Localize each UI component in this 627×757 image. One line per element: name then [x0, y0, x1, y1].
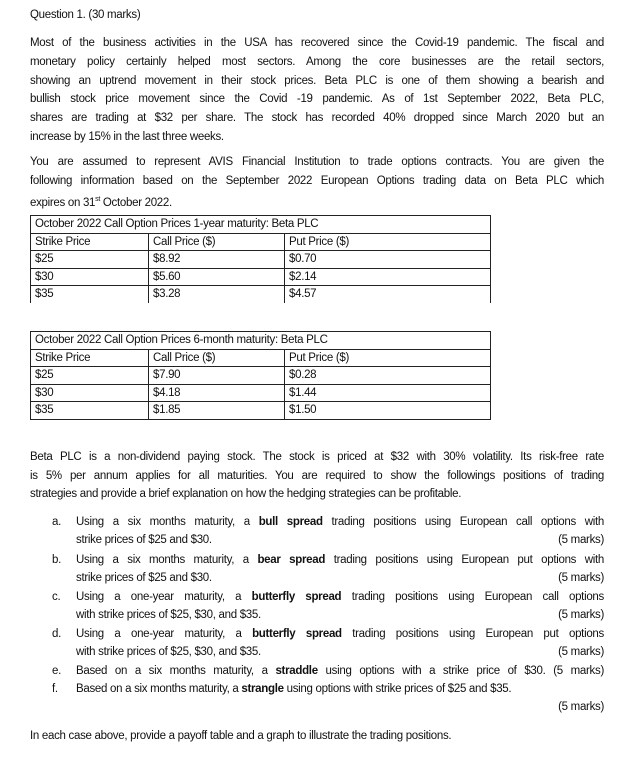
cell: $0.28: [285, 367, 491, 385]
table-caption: October 2022 Call Option Prices 1-year maturity: Beta PLC: [31, 216, 491, 234]
cell: $25: [31, 367, 149, 385]
text: Using a one-year maturity, a: [76, 628, 253, 640]
options-table-6-month: [30, 331, 491, 420]
marks-label: (5 marks): [558, 646, 604, 658]
text: Using a six months maturity, a: [76, 516, 259, 528]
item-line: [76, 552, 604, 568]
table-row: [31, 268, 491, 286]
item-label: d.: [52, 628, 61, 640]
table-row: [31, 286, 491, 303]
text-line: [30, 192, 604, 211]
item-line: [76, 626, 604, 642]
text-line: Beta PLC is a non-dividend paying stock. The stock is priced at $32 with 30% volatility. Its risk-free rate: [30, 451, 604, 463]
strategy-name: bear spread: [257, 554, 326, 566]
strategy-name: strangle: [241, 683, 284, 695]
text-line: following information based on the September 2022 European Options trading data on Beta PLC which: [30, 175, 604, 187]
text-line: is 5% per annum applies for all maturities. You are required to show the followings positions of trading: [30, 470, 604, 482]
text: trading positions using European put options with: [325, 554, 604, 566]
question-title: Question 1. (30 marks): [30, 9, 141, 21]
cell: $5.60: [149, 268, 285, 286]
cell: $35: [31, 402, 149, 420]
item-line: [76, 681, 604, 697]
cell: $1.85: [149, 402, 285, 420]
text: trading positions using European call options: [341, 591, 604, 603]
header-cell: Strike Price: [31, 349, 149, 367]
cell: $4.57: [285, 286, 491, 303]
table-caption: October 2022 Call Option Prices 6-month maturity: Beta PLC: [31, 332, 491, 350]
options-table-1-year: [30, 215, 491, 303]
cell: $35: [31, 286, 149, 303]
cell: $25: [31, 251, 149, 269]
item-line: [76, 589, 604, 605]
table-row: [31, 251, 491, 269]
text: expires on 31: [30, 196, 96, 209]
header-cell: Strike Price: [31, 233, 149, 251]
strategy-name: butterfly spread: [251, 591, 342, 603]
item-label: b.: [52, 554, 61, 566]
item-line: [76, 663, 604, 679]
cell: $3.28: [149, 286, 285, 303]
strategy-name: straddle: [275, 665, 318, 677]
text-line: increase by 15% in the last three weeks.: [30, 131, 224, 143]
text: trading positions using European put options: [341, 628, 604, 640]
strategy-name: butterfly spread: [252, 628, 342, 640]
cell: $0.70: [285, 251, 491, 269]
cell: $2.14: [285, 268, 491, 286]
text-line: showing an uptrend movement in their stock prices. Beta PLC is one of them showing a bearish and: [30, 75, 604, 87]
item-line: strike prices of $25 and $30.: [76, 572, 212, 584]
cell: $1.50: [285, 402, 491, 420]
item-line: strike prices of $25 and $30.: [76, 534, 212, 546]
table-row: [31, 402, 491, 420]
text-line: Most of the business activities in the USA has recovered since the Covid-19 pandemic. The fiscal and: [30, 37, 604, 49]
item-label: c.: [52, 591, 61, 603]
cell: $8.92: [149, 251, 285, 269]
header-cell: Put Price ($): [285, 233, 491, 251]
text: using options with strike prices of $25 and $35.: [283, 683, 512, 695]
superscript: st: [95, 196, 101, 203]
strategy-name: bull spread: [258, 516, 323, 528]
text-line: shares are trading at $32 per share. The stock has recorded 40% dropped since March 2020 but an: [30, 112, 604, 124]
text: Based on a six months maturity, a: [76, 665, 276, 677]
header-cell: Call Price ($): [149, 349, 285, 367]
header-cell: Put Price ($): [285, 349, 491, 367]
item-line: [76, 514, 604, 530]
item-label: f.: [52, 683, 58, 695]
text: Based on a six months maturity, a: [76, 683, 242, 695]
item-label: e.: [52, 665, 61, 677]
marks-label: (5 marks): [558, 534, 604, 546]
text: Using a one-year maturity, a: [76, 591, 252, 603]
table-header-row: [31, 233, 491, 251]
text-line: You are assumed to represent AVIS Financial Institution to trade options contracts. You are given the: [30, 156, 604, 168]
text: using options with a strike price of $30. (5 marks): [317, 665, 604, 677]
text-line: strategies and provide a brief explanation on how the hedging strategies can be profitable.: [30, 488, 462, 500]
cell: $4.18: [149, 384, 285, 402]
closing-instruction: In each case above, provide a payoff table and a graph to illustrate the trading positions.: [30, 730, 452, 742]
cell: $7.90: [149, 367, 285, 385]
cell: $30: [31, 384, 149, 402]
text: Using a six months maturity, a: [76, 554, 258, 566]
marks-label: (5 marks): [558, 609, 604, 621]
item-label: a.: [52, 516, 61, 528]
table-row: [31, 367, 491, 385]
header-cell: Call Price ($): [149, 233, 285, 251]
marks-label: (5 marks): [558, 572, 604, 584]
text-line: bullish stock price movement since the Covid -19 pandemic. As of 1st September 2022, Beta PLC,: [30, 93, 604, 105]
text: October 2022.: [100, 196, 172, 209]
table-header-row: [31, 349, 491, 367]
table-row: [31, 384, 491, 402]
cell: $30: [31, 268, 149, 286]
item-line: with strike prices of $25, $30, and $35.: [76, 609, 261, 621]
text: trading positions using European call options with: [322, 516, 604, 528]
text-line: monetary policy certainly helped most sectors. Among the core businesses are the retail sectors,: [30, 56, 604, 68]
item-line: with strike prices of $25, $30, and $35.: [76, 646, 261, 658]
marks-label: (5 marks): [558, 701, 604, 713]
cell: $1.44: [285, 384, 491, 402]
